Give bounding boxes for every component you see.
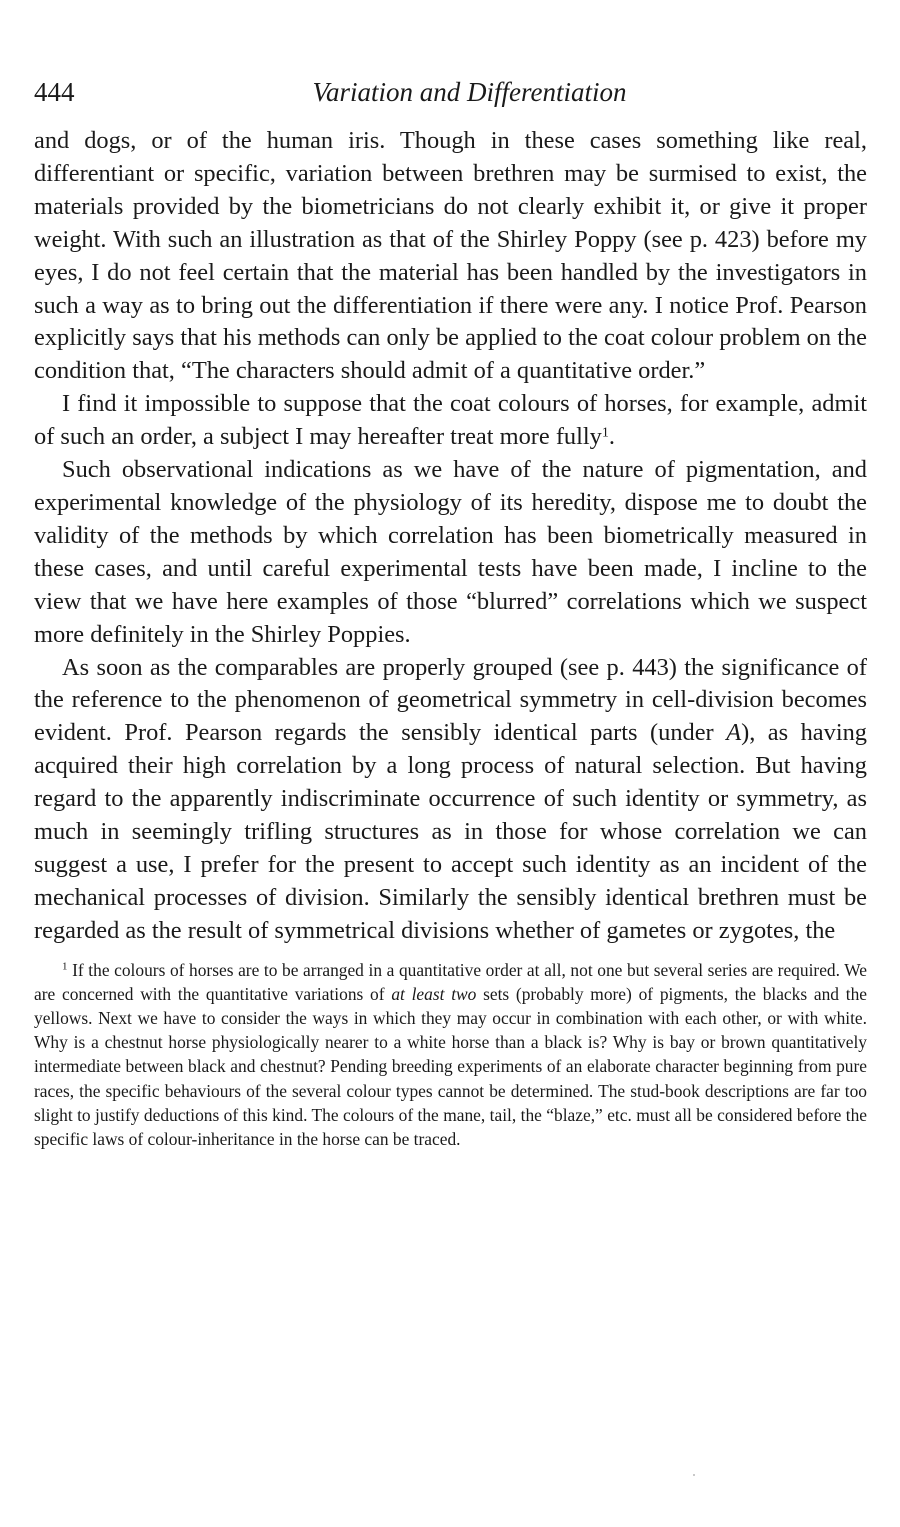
footnotes (34, 958, 867, 1152)
footnote-reference: 1 (601, 425, 609, 441)
footnote-text-a: If the colours of horses are to be arranged in a quantitative order at all, not one but several series are required. We are concerned with the quantitative variations of (34, 959, 867, 1004)
paragraph-1-text: and dogs, or of the human iris. Though in these cases something like real, differentiant or specific, variation between brethren may be surmised to exist, the materials provided by the biometricians do not clearly exhibit it, or give it proper weight. With such an illustration as that of the Shirley Poppy (see p. 423) before my eyes, I do not feel certain that the material has been handled by the investigators in such a way as to bring out the differentiation if there were any. I notice Prof. Pearson explicitly says that his methods can only be applied to the coat colour problem on the condition that, “The characters should admit of a quantitative order.” (34, 127, 867, 385)
body-text (34, 125, 867, 948)
paper-speck (693, 1474, 695, 1476)
footnote-marker: 1 (62, 960, 68, 973)
paragraph-3 (34, 454, 867, 651)
page-number: 444 (34, 77, 75, 107)
paragraph-4-text-b: ), as having acquired their high correlation by a long process of natural selection. But having regard to the apparently indiscriminate occurrence of such identity or symmetry, as much in seemingly trifling structures as in those for whose correlation we can suggest a use, I prefer for the present to accept such identity as an incident of the mechanical processes of division. Similarly the sensibly identical brethren must be regarded as the result of symmetrical divisions whether of gametes or zygotes, the (34, 719, 867, 944)
paragraph-1 (34, 125, 867, 388)
footnote-emphasis: at least two (391, 983, 477, 1004)
paragraph-4-variable: A (726, 719, 742, 747)
book-page (34, 72, 867, 1151)
paragraph-4-text-a: As soon as the comparables are properly grouped (see p. 443) the significance of the reference to the phenomenon of geometrical symmetry in cell-division becomes evident. Prof. Pearson regards the sensibly identical parts (under (34, 653, 867, 747)
running-head (34, 72, 867, 112)
footnote-text-b: sets (probably more) of pigments, the blacks and the yellows. Next we have to consider the ways in which they may occur in combination with each other, or with white. Why is a chestnut horse physiologically nearer to a white horse than a black is? Why is bay or brown quantitatively intermediate between black and chestnut? Pending breeding experiments of an elaborate character beginning from pure races, the specific behaviours of the several colour types cannot be determined. The stud-book descriptions are far too slight to justify deductions of this kind. The colours of the mane, tail, the “blaze,” etc. must all be considered before the specific laws of colour-inheritance in the horse can be traced. (34, 983, 867, 1150)
paragraph-2-end: . (608, 423, 615, 451)
paragraph-2-text: I find it impossible to suppose that the coat colours of horses, for example, admit of such an order, a subject I may hereafter treat more fully (34, 390, 867, 451)
paragraph-3-text: Such observational indications as we have of the nature of pigmentation, and experimental knowledge of the physiology of its heredity, dispose me to doubt the validity of the methods by which correlation has been biometrically measured in these cases, and until careful experimental tests have been made, I incline to the view that we have here examples of those “blurred” correlations which we suspect more definitely in the Shirley Poppies. (34, 456, 867, 648)
running-title: Variation and Differentiation (312, 77, 627, 107)
paragraph-2 (34, 388, 867, 454)
paragraph-4 (34, 652, 867, 948)
footnote-1 (34, 958, 867, 1152)
